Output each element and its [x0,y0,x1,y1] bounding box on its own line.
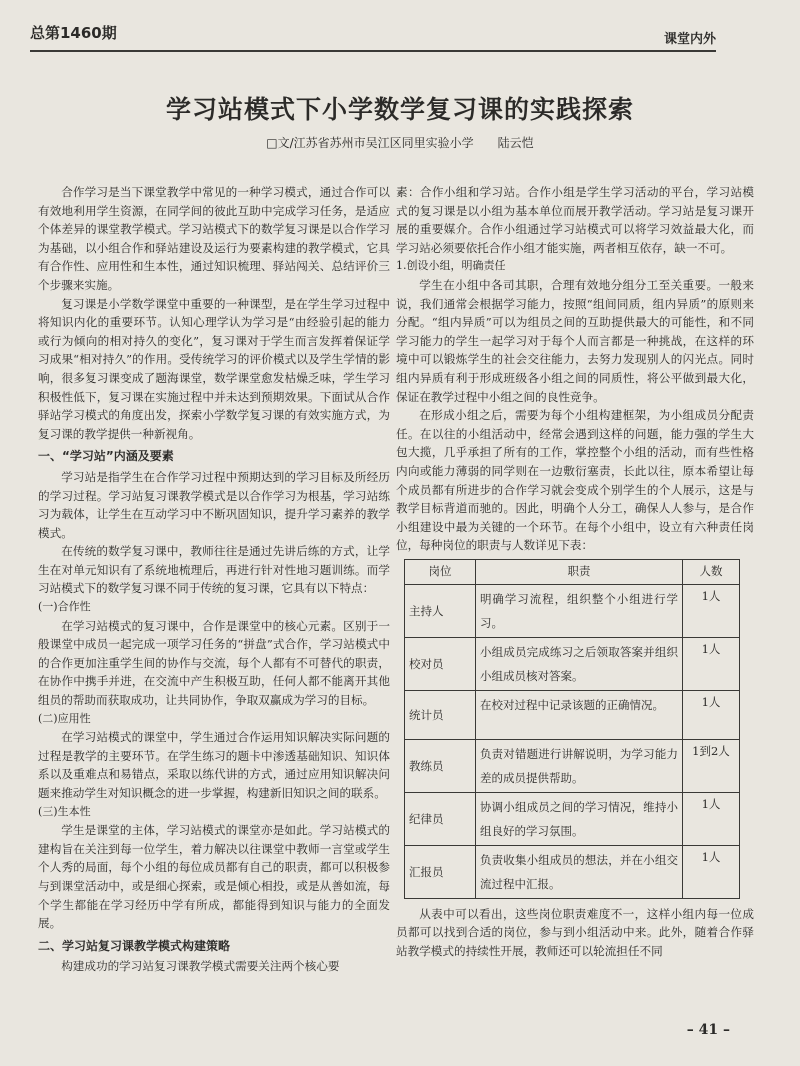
issue-number: 总第1460期 [30,24,117,42]
duty-cell: 负责对错题进行讲解说明，为学习能力差的成员提供帮助。 [476,739,683,792]
paragraph: 合作学习是当下课堂教学中常见的一种学习模式，通过合作可以有效地利用学生资源，在同学间的彼此互助中完成学习任务，是适应个体差异的课堂教学模式。学习站模式下的数学复习课是以合作学习为基础，以小组合作和驿站建设及运行为要素构建的教学模式，它具有合作性、应用性和生本性，通过知识梳理、驿站闯关、总结评价三个步骤来实施。 [38,185,390,292]
paragraph: 在学习站模式的复习课中，合作是课堂中的核心元素。区别于一般课堂中成员一起完成一项学习任务的“拼盘”式合作，学习站模式中的合作更加注重学生间的协作与交流，每个人都有不可替代的职责，在协作中携手并进，在交流中产生积极互助，任何人都不能离开其他组员的帮助而获取成功，让共同协作，争取双赢成为学习的目标。 [38,618,390,708]
table-header-row [405,559,740,584]
duty-cell: 协调小组成员之间的学习情况，维持小组良好的学习氛围。 [476,792,683,845]
paragraph: 从表中可以看出，这些岗位职责难度不一，这样小组内每一位成员都可以找到合适的岗位，参与到小组活动中来。此外，随着合作驿站教学模式的持续性开展，教师还可以轮流担任不同 [396,906,754,959]
left-column [38,183,390,976]
right-column [396,183,754,961]
duty-table [404,559,740,899]
count-cell: 1到2人 [683,739,740,792]
column-header: 职责 [476,559,683,584]
count-cell: 1人 [683,584,740,637]
paragraph: 素：合作小组和学习站。合作小组是学生学习活动的平台，学习站模式的复习课是以小组为基本单位而展开教学活动。学习站是复习课开展的重要媒介。合作小组通过学习站模式可以将学习效益最大化，而学习站必须要依托合作小组才能实施，两者相互依存，缺一不可。 [396,185,754,255]
table-row [405,845,740,898]
paragraph: 学生是课堂的主体，学习站模式的课堂亦是如此。学习站模式的建构旨在关注到每一位学生，着力解决以往课堂中教师一言堂或学生个人秀的局面，每个小组的每位成员都有自己的职责，都可以积极参与到课堂活动中，或是细心探索，或是倾心相投，或是从善如流，每个学生都能在学习经历中学有所成，都能得到知识与能力的全面发展。 [38,823,390,931]
subsection-heading: (一)合作性 [38,600,91,614]
paragraph: 学习站是指学生在合作学习过程中预期达到的学习目标及所经历的学习过程。学习站复习课教学模式是以合作学习为根基，学习站练习为载体，让学生在互动学习中不断巩固知识，提升学习素养的教学模式。 [38,469,390,540]
duty-cell: 小组成员完成练习之后领取答案并组织小组成员核对答案。 [476,637,683,690]
section-name: 课堂内外 [663,32,716,47]
role-cell: 主持人 [405,584,476,637]
paragraph: 学生在小组中各司其职，合理有效地分组分工至关重要。一般来说，我们通常会根据学习能力，按照“组间同质，组内异质”的原则来分配。“组内异质”可以为组员之间的互助提供最大的可能性，和不同学习能力的学生一起学习对于每个人而言都是一种挑战，在这样的环境中可以锻炼学生的社会交往能力，去努力发现别人的闪光点。同时组内异质有利于形成班级各小组之间的同质性，将公平做到最大化，保证在教学过程中小组之间的良性竞争。 [396,277,754,404]
paragraph: 构建成功的学习站复习课教学模式需要关注两个核心要 [61,959,340,974]
role-cell: 汇报员 [405,845,476,898]
author-byline: □文/江苏省苏州市吴江区同里实验小学 陆云恺 [266,136,534,150]
section-heading: 一、“学习站”内涵及要素 [38,449,174,464]
role-cell: 统计员 [405,690,476,739]
subsection-heading: (二)应用性 [38,711,91,725]
table-row [405,739,740,792]
header-rule [30,50,716,52]
page-number: – 41 – [686,1022,730,1038]
subsection-heading: 1.创设小组，明确责任 [396,259,506,273]
role-cell: 教练员 [405,739,476,792]
section-heading: 二、学习站复习课教学模式构建策略 [38,938,231,953]
duty-cell: 明确学习流程，组织整个小组进行学习。 [476,584,683,637]
count-cell: 1人 [683,637,740,690]
table-row [405,792,740,845]
paragraph: 在形成小组之后，需要为每个小组构建框架，为小组成员分配责任。在以往的小组活动中，经常会遇到这样的问题，能力强的学生大包大揽，几乎承担了所有的工作，掌控整个小组的活动，而有些性格内向或能力薄弱的同学则在一边敷衍塞责，长此以往，原本希望让每个成员都有所进步的合作学习就会变成个别学生的个人展示，这是与教学目标背道而驰的。因此，明确个人分工，确保人人参与，是合作小组建设中最为关键的一个环节。在每个小组中，设立有六种责任岗位，每种岗位的职责与人数详见下表： [396,408,754,553]
column-header: 岗位 [405,559,476,584]
subsection-heading: (三)生本性 [38,804,91,818]
count-cell: 1人 [683,690,740,739]
role-cell: 校对员 [405,637,476,690]
table-row [405,690,740,739]
paragraph: 在传统的数学复习课中，教师往往是通过先讲后练的方式，让学生在对单元知识有了系统地梳理后，再进行针对性地习题训练。而学习站模式下的数学复习课不同于传统的复习课，它具有以下特点： [38,544,390,596]
role-cell: 纪律员 [405,792,476,845]
paragraph: 复习课是小学数学课堂中重要的一种课型，是在学生学习过程中将知识内化的重要环节。认知心理学认为学习是“由经验引起的能力或行为倾向的相对持久的变化”，复习课对于学生而言发挥着保证学习成果“相对持久”的作用。受传统学习的评价模式以及学生学情的影响，很多复习课变成了题海课堂，数学课堂愈发枯燥乏味，学生学习积极性低下，复习课在实施过程中并未达到预期效果。下面试从合作驿站学习模式的角度出发，探索小学数学复习课的有效实施方式，为复习课的教学提供一种新视角。 [38,296,390,441]
paragraph: 在学习站模式的课堂中，学生通过合作运用知识解决实际问题的过程是教学的主要环节。在学生练习的题卡中渗透基础知识、知识体系以及重难点和易错点，采取以练代讲的方式，通过应用知识解决问题来推动学生对知识概念的进一步掌握，构建新旧知识之间的联系。 [38,730,390,800]
column-header: 人数 [683,559,740,584]
count-cell: 1人 [683,792,740,845]
table-row [405,584,740,637]
count-cell: 1人 [683,845,740,898]
table-row [405,637,740,690]
article-title: 学习站模式下小学数学复习课的实践探索 [165,95,634,124]
duty-cell: 在校对过程中记录该题的正确情况。 [476,690,683,739]
duty-cell: 负责收集小组成员的想法，并在小组交流过程中汇报。 [476,845,683,898]
